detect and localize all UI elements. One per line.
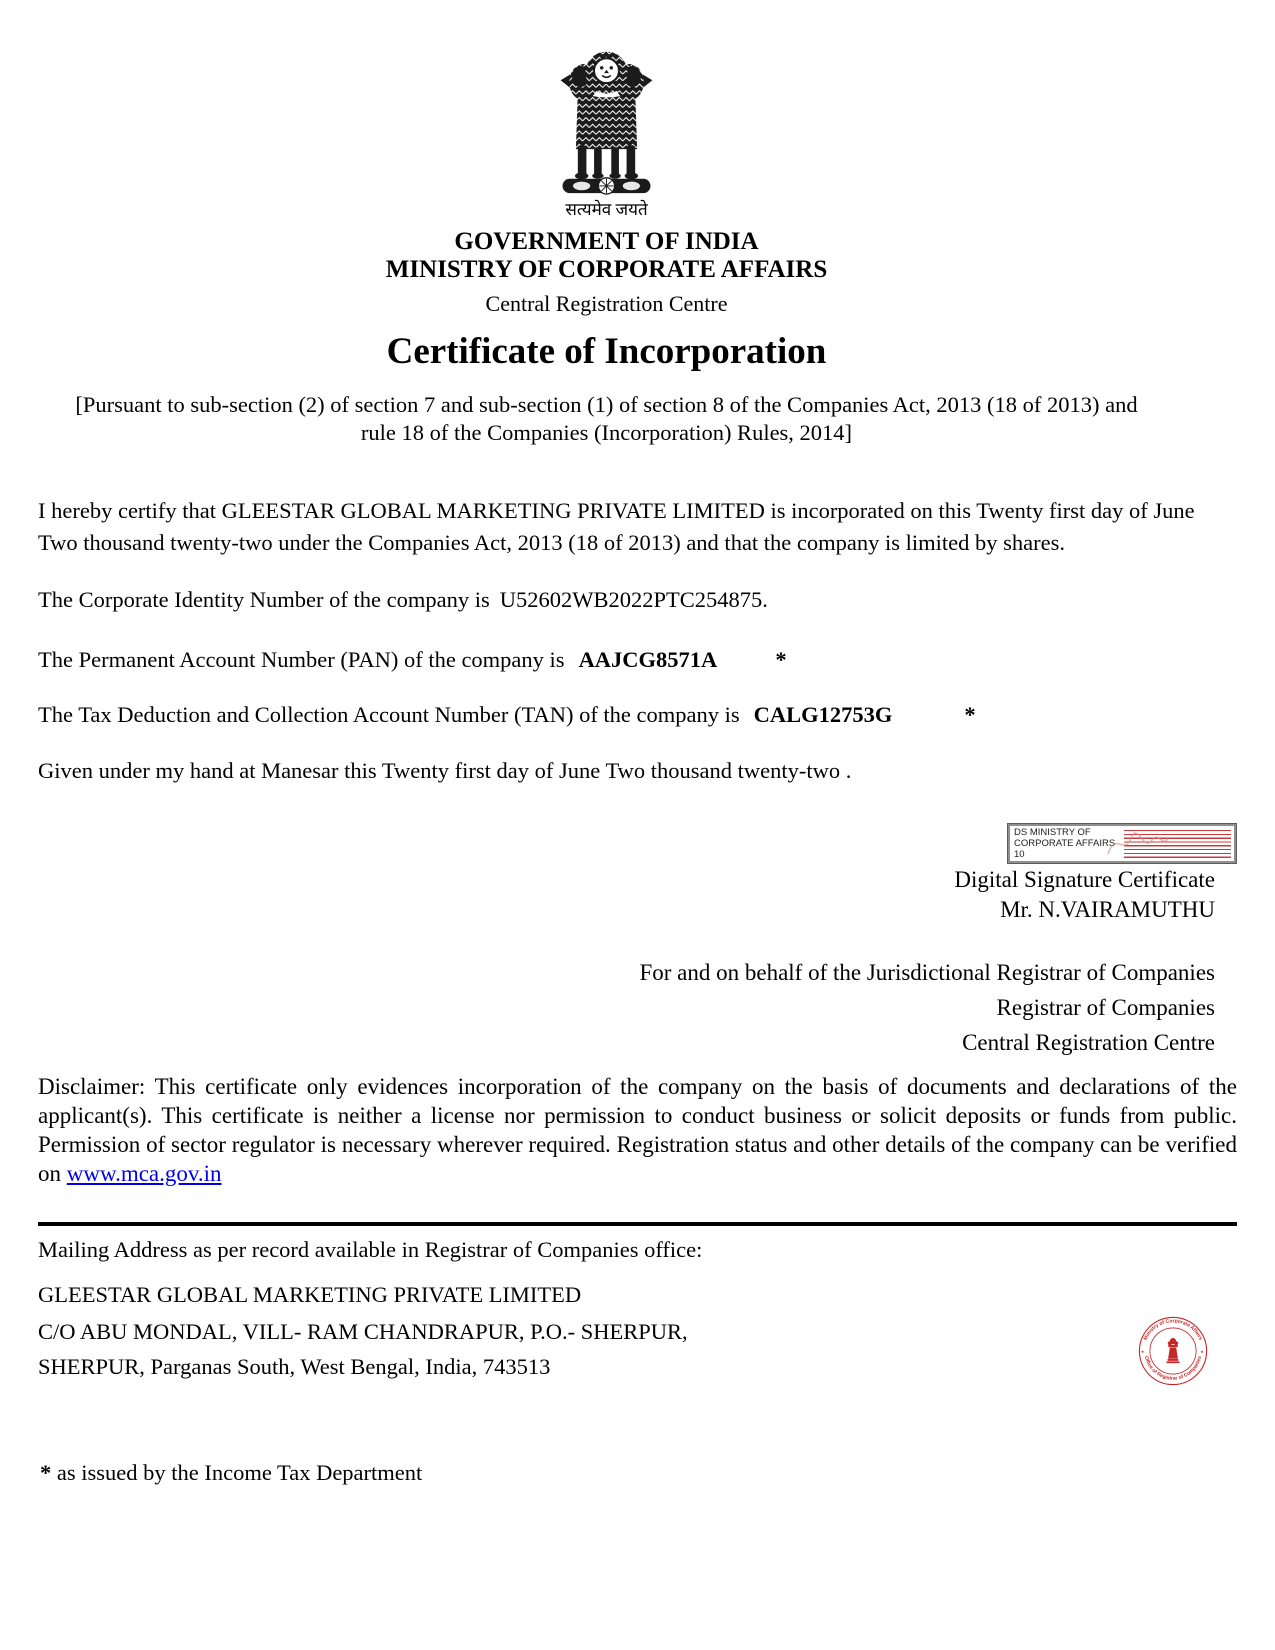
certify-paragraph: I hereby certify that GLEESTAR GLOBAL MARKETING PRIVATE LIMITED is incorporated on this Twenty first day of June Two thousand twenty-two under the Companies Act, 2013 (18 of 2013) and that the company is limited by shares. [38,498,1195,555]
mailing-address-line-1: C/O ABU MONDAL, VILL- RAM CHANDRAPUR, P.O.- SHERPUR, [38,1318,688,1344]
tan-label: The Tax Deduction and Collection Account Number (TAN) of the company is [38,701,740,727]
ministry-heading: MINISTRY OF CORPORATE AFFAIRS [385,256,828,283]
seal-arc-bottom-text: Office of Registrar of Companies [1142,1355,1204,1382]
footnote-asterisk: * [40,1460,52,1485]
seal-pillar-icon [1166,1338,1179,1363]
emblem-motto: सत्यमेव जयते [565,200,648,219]
signatory-name: Mr. N.VAIRAMUTHU [1000,896,1215,922]
certificate-body [0,495,1275,1381]
pan-label: The Permanent Account Number (PAN) of the company is [38,647,565,672]
central-registration-centre-line: Central Registration Centre [962,1029,1215,1055]
tan-value: CALG12753G [753,701,893,727]
mailing-address-heading: Mailing Address as per record available in Registrar of Companies office: [38,1236,703,1262]
digital-signature-certificate-line: Digital Signature Certificate [954,866,1215,892]
document-header [38,0,1175,447]
national-emblem-icon [549,42,664,195]
for-and-on-behalf-line: For and on behalf of the Jurisdictional Registrar of Companies [639,959,1215,985]
digital-signature-box [1008,824,1236,863]
pursuant-line-2: rule 18 of the Companies (Incorporation) Rules, 2014] [360,420,853,445]
digital-signature-caption [38,865,1237,925]
seal-star-left: ★ [1140,1349,1145,1355]
pursuant-clause [38,391,1175,447]
cin-value: U52602WB2022PTC254875. [499,587,768,612]
svg-text:Ministry of Corporate Affairs [1143,1318,1204,1341]
mailing-company-name: GLEESTAR GLOBAL MARKETING PRIVATE LIMITED [38,1281,582,1307]
government-of-india-heading: GOVERNMENT OF INDIA [454,228,759,255]
mailing-address-line-2: SHERPUR, Parganas South, West Bengal, India, 743513 [38,1353,551,1379]
mca-website-link[interactable]: www.mca.gov.in [66,1160,222,1186]
tan-asterisk: * [964,701,976,727]
footnote [40,1460,422,1486]
registrar-of-companies-line: Registrar of Companies [996,994,1215,1020]
pan-line [38,644,1237,676]
ds-signer-line-2: CORPORATE AFFAIRS 10 [1014,838,1116,860]
cin-line [38,584,1237,616]
cin-label: The Corporate Identity Number of the company is [38,587,490,612]
signature-details-redtext [1124,830,1231,858]
ds-signer-line-1: DS MINISTRY OF [1014,827,1091,838]
page-title: Certificate of Incorporation [386,331,827,372]
disclaimer-text: Disclaimer: This certificate only evidences incorporation of the company on the basis of documents and declarations of the applicant(s). This certificate is neither a license nor permission to conduct business or solicit deposits or funds from public. Permission of sector regulator is necessary wherever required. Registration status and other details of the company can be verified on [38,1073,1237,1186]
roc-seal-icon [1138,1316,1208,1386]
pan-asterisk: * [775,647,787,672]
central-registration-centre-heading: Central Registration Centre [485,291,728,316]
disclaimer-paragraph [38,1072,1237,1188]
footnote-text: as issued by the Income Tax Department [51,1460,423,1485]
registrar-seal [1138,1316,1208,1386]
pursuant-line-1: [Pursuant to sub-section (2) of section 7 and sub-section (1) of section 8 of the Companies Act, 2013 (18 of 2013) and [75,392,1138,417]
seal-arc-top-text: Ministry of Corporate Affairs [1142,1318,1204,1342]
section-divider [38,1222,1237,1226]
given-under-hand-line: Given under my hand at Manesar this Twenty first day of June Two thousand twenty-two . [38,757,852,783]
tan-line [38,699,1237,731]
national-emblem [38,42,1175,195]
registrar-caption [38,955,1237,1060]
ds-signer-label [1010,827,1124,860]
pan-value: AAJCG8571A [578,647,718,672]
seal-star-right: ★ [1200,1349,1205,1355]
